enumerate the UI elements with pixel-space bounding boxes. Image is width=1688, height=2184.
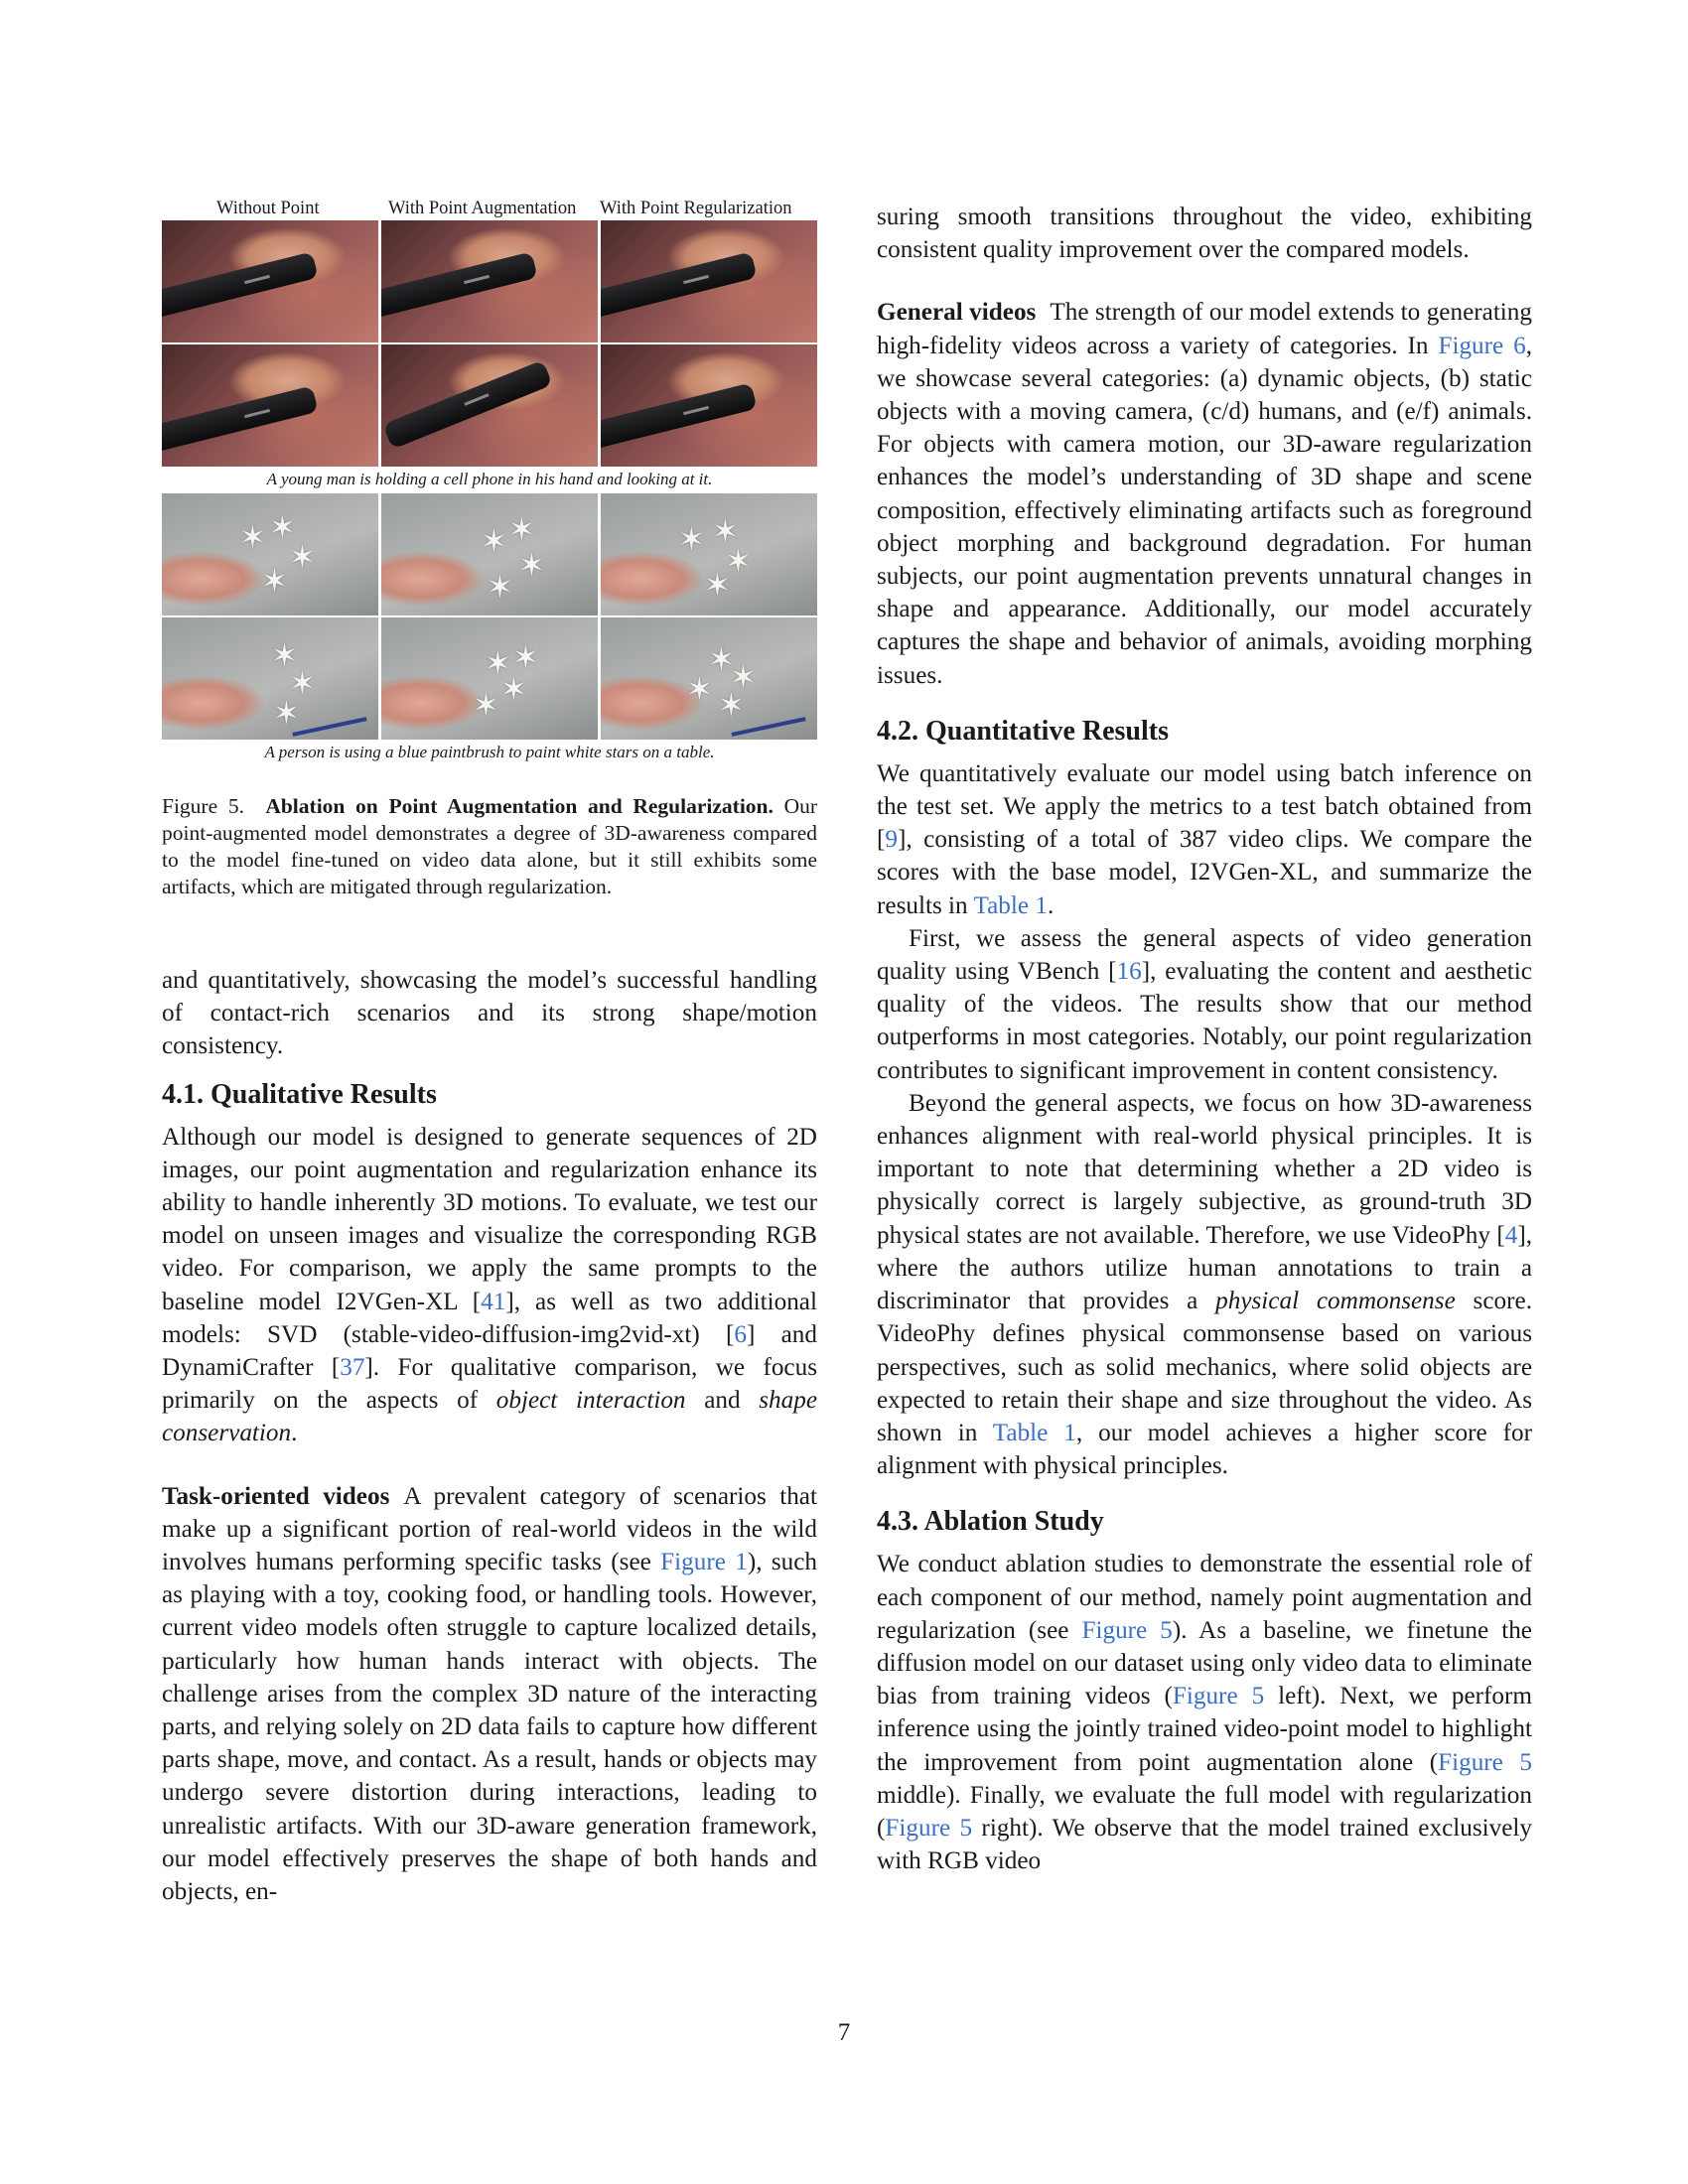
figure-link[interactable]: Figure 5 [1081,1616,1173,1644]
figure5-phone-frame [601,220,817,342]
figure5-caption-body: Our point-augmented model demonstrates a degree of 3D-awareness compared to the model fine-tuned on video data alone, but it still exhibits some artifacts, which are mitigated through regularization. [162,794,818,898]
figure5-stars-frame: ✶ ✶ ✶ ✶ [162,493,378,615]
figure5-phone-frame [601,344,817,467]
figure5-phone-frame [162,220,378,342]
right-continuation-paragraph: suring smooth transitions throughout the video, exhibiting consistent quality improvement over the compared models. [877,204,1532,264]
table-link[interactable]: Table 1 [973,891,1048,919]
citation-link[interactable]: 6 [734,1320,747,1348]
quantitative-paragraph-1: We quantitatively evaluate our model using batch inference on the test set. We apply the metrics to a test batch obtained from [9], consisting of a total of 387 video clips. We compare the scores with the base model, I2VGen-XL, and summarize the results in Table 1. [877,759,1532,919]
task-oriented-title: Task-oriented videos [162,1482,390,1510]
general-videos-paragraph: General videos The strength of our model extends to generating high-fidelity videos across a variety of categories. In Figure 6, we showcase several categories: (a) dynamic objects, (b) static objects with a moving camera, (c/d) humans, and (e/f) animals. For objects with camera motion, our 3D-aware regularization enhances the model’s understanding of 3D shape and scene composition, effectively eliminating artifacts such as foreground object morphing and background degradation. For human subjects, our point augmentation prevents unnatural changes in shape and appearance. Additionally, our model accurately captures the shape and behavior of animals, avoiding morphing issues. [877,299,1533,689]
figure5-phone-frame [381,344,598,467]
figure5-stars-frame: ✶ ✶ ✶ ✶ [601,493,817,615]
figure5-stars-frame: ✶ ✶ ✶ ✶ [381,617,598,740]
figure5-label: Figure 5. [162,794,244,818]
figure5-subcaption-stars: A person is using a blue paintbrush to paint white stars on a table. [264,743,715,761]
left-column [162,199,817,1908]
citation-link[interactable]: 41 [481,1288,506,1315]
figure5-stars-grid [162,493,817,740]
qualitative-paragraph: Although our model is designed to generate sequences of 2D images, our point augmentation and regularization enhance its ability to handle inherently 3D motions. To evaluate, we test our model on unseen images and visualize the corresponding RGB video. For comparison, we apply the same prompts to the baseline model I2VGen-XL [41], as well as two additional models: SVD (stable-video-diffusion-img2vid-xt) [6] and DynamiCrafter [37]. For qualitative comparison, we focus primarily on the aspects of object interaction and shape conservation. [162,1123,818,1447]
section-4-2-heading: 4.2. Quantitative Results [877,715,1169,747]
figure5-header-without-point: Without Point [216,199,320,218]
general-videos-title: General videos [877,299,1037,327]
citation-link[interactable]: 16 [1116,958,1142,986]
figure5-caption-title: Ablation on Point Augmentation and Regularization. [265,794,774,818]
figure5-phone-frame [381,220,598,342]
figure5-stars-frame: ✶ ✶ ✶ ✶ [601,617,817,740]
task-oriented-paragraph: Task-oriented videos A prevalent category of scenarios that make up a significant portion of real-world videos in the wild involves humans performing specific tasks (see Figure 1), such as playing with a toy, cooking food, or handling tools. However, current video models often struggle to capture localized details, particularly how human hands interact with objects. The challenge arises from the complex 3D nature of the interacting parts, and relying solely on 2D data fails to capture how different parts shape, move, and contact. As a result, hands or objects may undergo severe distortion during interactions, leading to unrealistic artifacts. With our 3D-aware generation framework, our model effectively preserves the shape of both hands and objects, en- [162,1482,817,1906]
figure-link[interactable]: Figure 5 [1438,1748,1532,1776]
figure-link[interactable]: Figure 5 [1172,1683,1265,1710]
quantitative-paragraph-2: First, we assess the general aspects of video generation quality using VBench [16], evaluating the content and aesthetic quality of the videos. The results show that our method outperforms in most categories. Notably, our point regularization contributes to significant improvement in content consistency. [877,924,1532,1084]
figure5-phone-grid [162,220,817,467]
table-link[interactable]: Table 1 [992,1419,1076,1446]
citation-link[interactable]: 9 [885,826,898,854]
figure5-stars-frame: ✶ ✶ ✶ ✶ [381,493,598,615]
ablation-paragraph: We conduct ablation studies to demonstrate the essential role of each component of our method, namely point augmentation and regularization (see Figure 5). As a baseline, we finetune the diffusion model on our dataset using only video data to eliminate bias from training videos (Figure 5 left). Next, we perform inference using the jointly trained video-point model to highlight the improvement from point augmentation alone (Figure 5 middle). Finally, we evaluate the full model with regularization (Figure 5 right). We observe that the model trained exclusively with RGB video [877,1551,1533,1875]
figure-link[interactable]: Figure 1 [660,1549,748,1576]
figure-link[interactable]: Figure 5 [885,1814,973,1842]
figure5-stars-frame: ✶ ✶ ✶ [162,617,378,740]
figure5-column-headers [162,199,817,220]
figure5-subcaption-phone: A young man is holding a cell phone in his hand and looking at it. [266,470,713,488]
left-intro-paragraph: and quantitatively, showcasing the model’s successful handling of contact-rich scenarios and its strong shape/motion consistency. [162,967,817,1060]
citation-link[interactable]: 4 [1504,1221,1518,1249]
figure5-header-augmentation: With Point Augmentation [388,199,577,218]
section-4-1-heading: 4.1. Qualitative Results [162,1078,437,1110]
citation-link[interactable]: 37 [340,1354,365,1382]
figure5-header-regularization: With Point Regularization [600,199,792,218]
quantitative-paragraph-3: Beyond the general aspects, we focus on how 3D-awareness enhances alignment with real-world physical principles. It is important to note that determining whether a 2D video is physically correct is largely subjective, as ground-truth 3D physical states are not available. Therefore, we use VideoPhy [4], where the authors utilize human annotations to train a discriminator that provides a physical commonsense score. VideoPhy defines physical commonsense based on various perspectives, such as solid mechanics, where solid objects are expected to retain their shape and size throughout the video. As shown in Table 1, our model achieves a higher score for alignment with physical principles. [877,1089,1532,1480]
figure-link[interactable]: Figure 6 [1438,332,1526,359]
figure5-phone-frame [162,344,378,467]
section-4-3-heading: 4.3. Ablation Study [877,1506,1104,1538]
figure5-caption [162,793,817,900]
right-column [877,201,1532,1877]
page-number: 7 [837,2019,851,2046]
